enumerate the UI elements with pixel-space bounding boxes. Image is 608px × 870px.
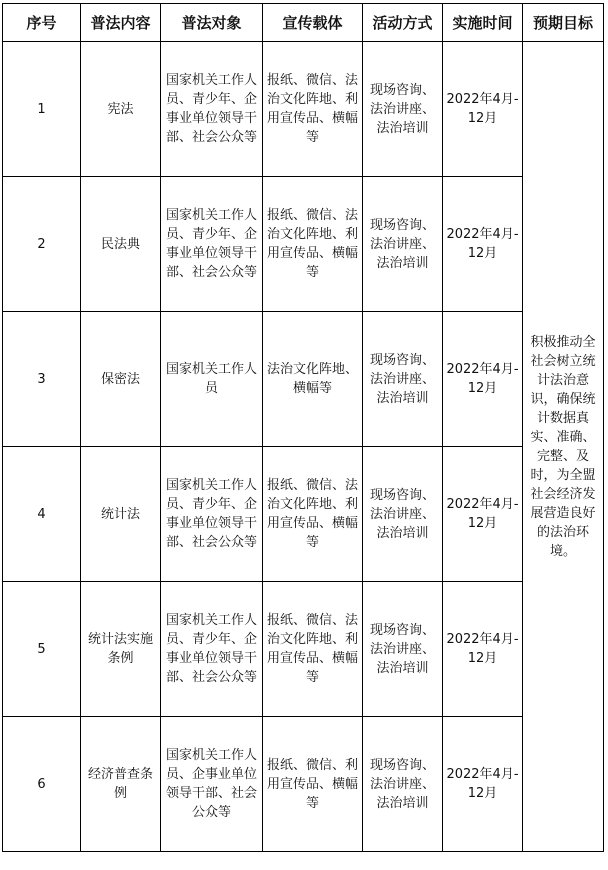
row-seq: 2 (3, 177, 81, 312)
row-target: 国家机关工作人员、企事业单位领导干部、社会公众等 (161, 717, 263, 852)
header-time: 实施时间 (443, 4, 523, 42)
row-seq: 1 (3, 42, 81, 177)
row-carrier: 法治文化阵地、横幅等 (263, 312, 363, 447)
table-row (3, 717, 604, 852)
row-method: 现场咨询、法治讲座、法治培训 (363, 447, 443, 582)
table-row (3, 582, 604, 717)
row-method: 现场咨询、法治讲座、法治培训 (363, 582, 443, 717)
row-seq: 5 (3, 582, 81, 717)
row-method: 现场咨询、法治讲座、法治培训 (363, 312, 443, 447)
row-seq: 4 (3, 447, 81, 582)
row-content: 保密法 (81, 312, 161, 447)
row-seq: 6 (3, 717, 81, 852)
expected-goal-cell: 积极推动全社会树立统计法治意识，确保统计数据真实、准确、完整、及时，为全盟社会经济发展营造良好的法治环境。 (523, 42, 604, 852)
row-carrier: 报纸、微信、法治文化阵地、利用宣传品、横幅等 (263, 582, 363, 717)
row-seq: 3 (3, 312, 81, 447)
row-time: 2022年4月-12月 (443, 312, 523, 447)
row-time: 2022年4月-12月 (443, 42, 523, 177)
row-carrier: 报纸、微信、法治文化阵地、利用宣传品、横幅等 (263, 447, 363, 582)
header-seq: 序号 (3, 4, 81, 42)
row-target: 国家机关工作人员、青少年、企事业单位领导干部、社会公众等 (161, 177, 263, 312)
row-time: 2022年4月-12月 (443, 447, 523, 582)
row-content: 民法典 (81, 177, 161, 312)
law-publicity-table (2, 3, 604, 852)
header-content: 普法内容 (81, 4, 161, 42)
row-method: 现场咨询、法治讲座、法治培训 (363, 177, 443, 312)
header-method: 活动方式 (363, 4, 443, 42)
row-content: 统计法 (81, 447, 161, 582)
table-header-row (3, 4, 604, 42)
row-target: 国家机关工作人员、青少年、企事业单位领导干部、社会公众等 (161, 447, 263, 582)
header-target: 普法对象 (161, 4, 263, 42)
row-target: 国家机关工作人员 (161, 312, 263, 447)
row-method: 现场咨询、法治讲座、法治培训 (363, 42, 443, 177)
row-time: 2022年4月-12月 (443, 582, 523, 717)
table-row (3, 447, 604, 582)
row-carrier: 报纸、微信、法治文化阵地、利用宣传品、横幅等 (263, 177, 363, 312)
row-target: 国家机关工作人员、青少年、企事业单位领导干部、社会公众等 (161, 42, 263, 177)
header-carrier: 宣传载体 (263, 4, 363, 42)
row-time: 2022年4月-12月 (443, 177, 523, 312)
row-carrier: 报纸、微信、法治文化阵地、利用宣传品、横幅等 (263, 42, 363, 177)
table-row (3, 312, 604, 447)
row-target: 国家机关工作人员、青少年、企事业单位领导干部、社会公众等 (161, 582, 263, 717)
table-row (3, 42, 604, 177)
row-carrier: 报纸、微信、利用宣传品、横幅等 (263, 717, 363, 852)
row-method: 现场咨询、法治讲座、法治培训 (363, 717, 443, 852)
header-goal: 预期目标 (523, 4, 604, 42)
row-content: 经济普查条例 (81, 717, 161, 852)
row-content: 统计法实施条例 (81, 582, 161, 717)
row-time: 2022年4月-12月 (443, 717, 523, 852)
table-row (3, 177, 604, 312)
row-content: 宪法 (81, 42, 161, 177)
